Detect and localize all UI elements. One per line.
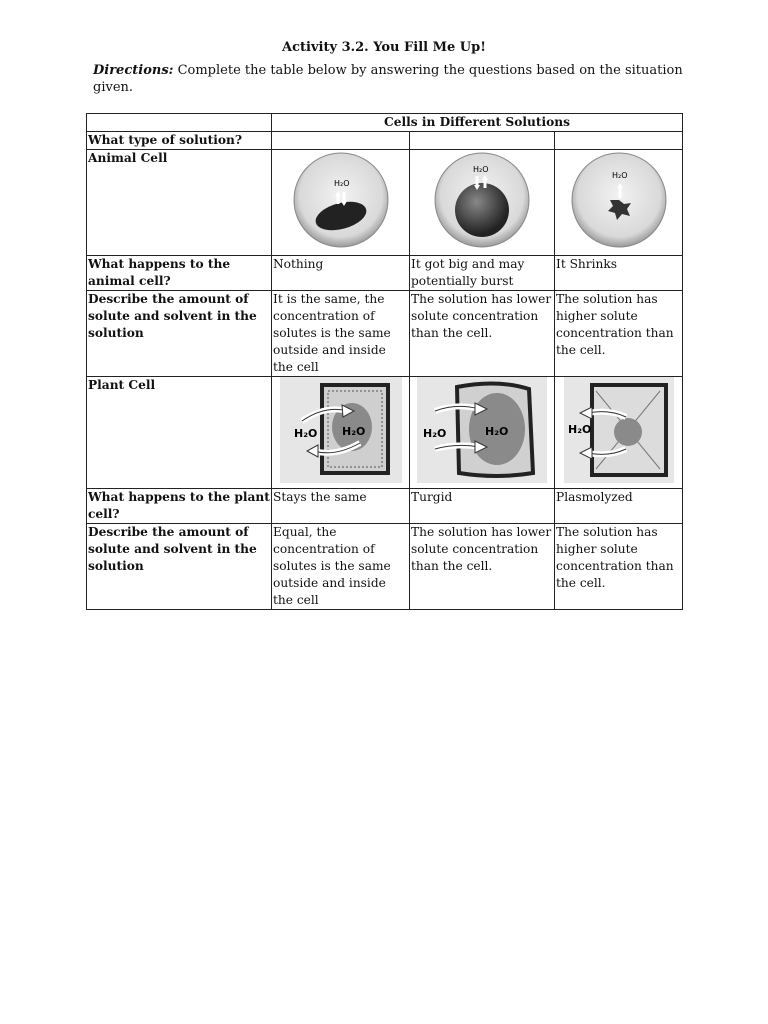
- cells-table: [86, 113, 683, 610]
- animal-describe-hypotonic: The solution has lower solute concentration than the cell.: [410, 291, 555, 377]
- page-title: Activity 3.2. You Fill Me Up!: [282, 40, 486, 55]
- plant-describe-question: Describe the amount of solute and solvent in the solution: [87, 524, 272, 610]
- directions: [93, 62, 683, 96]
- water-label: H₂O: [473, 165, 489, 174]
- directions-lead: Directions:: [93, 63, 174, 78]
- plant-describe-hypotonic: The solution has lower solute concentration than the cell.: [410, 524, 555, 610]
- animal-happens-hypertonic: It Shrinks: [555, 256, 683, 291]
- plant-describe-hypertonic: The solution has higher solute concentration than the cell.: [555, 524, 683, 610]
- animal-happens-isotonic: Nothing: [272, 256, 410, 291]
- animal-cell-isotonic-image: [272, 150, 410, 256]
- water-label: H₂O: [341, 425, 365, 438]
- solution-type-question: What type of solution?: [87, 132, 272, 150]
- directions-text: Complete the table below by answering the questions based on the situation given.: [93, 63, 683, 95]
- water-label: H₂O: [293, 427, 317, 440]
- animal-happens-question: What happens to the animal cell?: [87, 256, 272, 291]
- plant-cell-isotonic-image: [272, 377, 410, 489]
- plant-describe-isotonic: Equal, the concentration of solutes is the same outside and inside the cell: [272, 524, 410, 610]
- water-label: H₂O: [611, 171, 628, 180]
- animal-cell-hypotonic-image: [410, 150, 555, 256]
- plant-cell-hypertonic-image: [555, 377, 683, 489]
- plant-cell-label: Plant Cell: [87, 377, 272, 489]
- water-label: H₂O: [333, 179, 350, 188]
- animal-cell-label: Animal Cell: [87, 150, 272, 256]
- solution-type-1: [272, 132, 410, 150]
- animal-happens-hypotonic: It got big and may potentially burst: [410, 256, 555, 291]
- water-label: H₂O: [567, 423, 591, 436]
- water-label: H₂O: [423, 427, 447, 440]
- solution-type-2: [410, 132, 555, 150]
- plant-cell-hypotonic-image: [410, 377, 555, 489]
- plant-happens-hypotonic: Turgid: [410, 489, 555, 524]
- animal-describe-question: Describe the amount of solute and solvent in the solution: [87, 291, 272, 377]
- water-label: H₂O: [485, 425, 509, 438]
- plant-happens-hypertonic: Plasmolyzed: [555, 489, 683, 524]
- header-blank: [87, 114, 272, 132]
- solution-type-3: [555, 132, 683, 150]
- animal-describe-hypertonic: The solution has higher solute concentration than the cell.: [555, 291, 683, 377]
- plant-happens-question: What happens to the plant cell?: [87, 489, 272, 524]
- table-header: Cells in Different Solutions: [272, 114, 683, 132]
- plant-happens-isotonic: Stays the same: [272, 489, 410, 524]
- animal-describe-isotonic: It is the same, the concentration of solutes is the same outside and inside the cell: [272, 291, 410, 377]
- animal-cell-hypertonic-image: [555, 150, 683, 256]
